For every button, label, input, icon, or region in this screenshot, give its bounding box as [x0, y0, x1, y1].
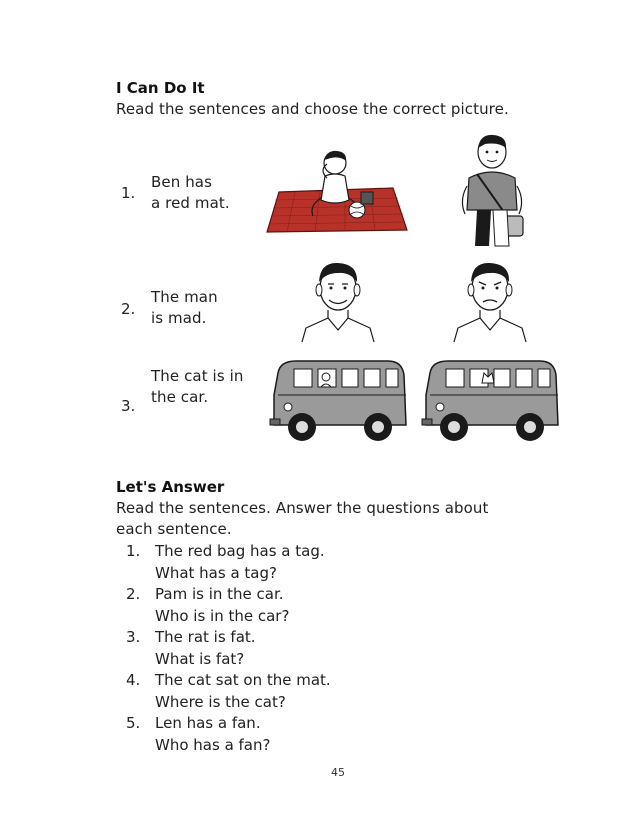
question-sentence: The cat sat on the mat.	[155, 671, 331, 689]
picture-van-with-cat[interactable]	[420, 355, 560, 447]
item-number-1: 1.	[121, 184, 136, 202]
section-title-lets-answer: Let's Answer	[116, 478, 225, 496]
picture-man-smiling[interactable]	[298, 258, 378, 342]
question-text: What has a tag?	[155, 563, 277, 582]
item-number-3: 3.	[121, 397, 136, 415]
item-3-sentence-line2: the car.	[151, 388, 209, 406]
list-item	[122, 670, 331, 713]
section-title-i-can-do-it: I Can Do It	[116, 79, 205, 97]
section2-instruction-line2: each sentence.	[116, 520, 232, 538]
page-number: 45	[331, 766, 345, 779]
question-sentence: Pam is in the car.	[155, 585, 284, 603]
question-number: 2.	[126, 585, 141, 603]
list-item	[122, 627, 331, 670]
question-list	[122, 541, 331, 756]
question-number: 5.	[126, 714, 141, 732]
question-text: Who has a fan?	[155, 735, 271, 754]
item-1-sentence-line2: a red mat.	[151, 194, 230, 212]
section-instruction: Read the sentences and choose the correct picture.	[116, 100, 509, 118]
item-3-sentence-line1: The cat is in	[151, 367, 244, 385]
question-number: 1.	[126, 542, 141, 560]
item-2-sentence-line1: The man	[151, 288, 218, 306]
picture-boy-with-bag[interactable]	[455, 130, 530, 248]
list-item	[122, 584, 331, 627]
list-item	[122, 713, 331, 756]
picture-van-with-man[interactable]	[268, 355, 408, 447]
picture-boy-on-red-mat[interactable]	[265, 148, 410, 236]
question-text: Where is the cat?	[155, 692, 286, 711]
question-text: Who is in the car?	[155, 606, 290, 625]
item-2-sentence-line2: is mad.	[151, 309, 207, 327]
item-number-2: 2.	[121, 300, 136, 318]
item-1-sentence-line1: Ben has	[151, 173, 213, 191]
question-sentence: The rat is fat.	[155, 628, 256, 646]
list-item	[122, 541, 331, 584]
question-number: 4.	[126, 671, 141, 689]
question-number: 3.	[126, 628, 141, 646]
question-text: What is fat?	[155, 649, 245, 668]
picture-man-frowning[interactable]	[450, 258, 530, 342]
question-sentence: The red bag has a tag.	[155, 542, 325, 560]
question-sentence: Len has a fan.	[155, 714, 261, 732]
section2-instruction-line1: Read the sentences. Answer the questions about	[116, 499, 489, 517]
